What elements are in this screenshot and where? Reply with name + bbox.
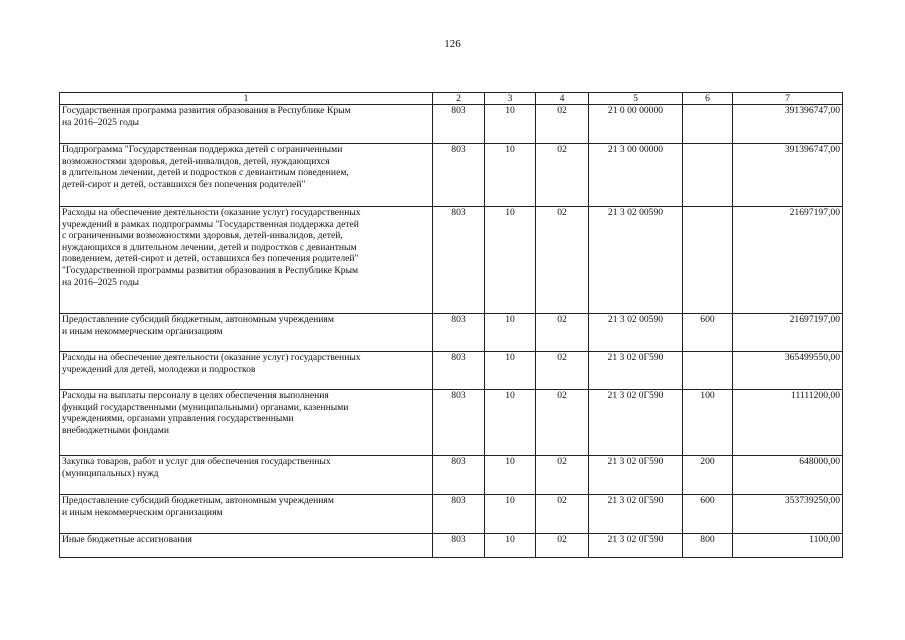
- row-c3: 10: [485, 456, 536, 495]
- row-c6: 800: [683, 534, 733, 558]
- row-c4: 02: [536, 352, 589, 390]
- table-row: [60, 390, 843, 456]
- header-col-5: 5: [589, 93, 683, 105]
- row-c3: 10: [485, 207, 536, 314]
- row-c3: 10: [485, 534, 536, 558]
- table-row: [60, 144, 843, 207]
- row-c4: 02: [536, 534, 589, 558]
- row-c6: [683, 144, 733, 207]
- budget-table: [59, 92, 843, 558]
- row-c4: 02: [536, 456, 589, 495]
- row-amount: 11111200,00: [733, 390, 843, 456]
- row-name: Расходы на обеспечение деятельности (оказание услуг) государственных учреждений для детей, молодежи и подростков: [60, 352, 433, 390]
- row-c5: 21 3 02 0Г590: [589, 352, 683, 390]
- header-col-7: 7: [733, 93, 843, 105]
- row-c3: 10: [485, 352, 536, 390]
- row-c5: 21 3 02 00590: [589, 314, 683, 352]
- row-c6: 100: [683, 390, 733, 456]
- row-c3: 10: [485, 314, 536, 352]
- row-c5: 21 3 02 00590: [589, 207, 683, 314]
- row-c2: 803: [433, 352, 485, 390]
- row-amount: 648000,00: [733, 456, 843, 495]
- table-row: [60, 456, 843, 495]
- header-col-4: 4: [536, 93, 589, 105]
- row-c6: 600: [683, 314, 733, 352]
- table-row: [60, 207, 843, 314]
- row-c4: 02: [536, 207, 589, 314]
- row-c4: 02: [536, 105, 589, 144]
- header-col-6: 6: [683, 93, 733, 105]
- table-row: [60, 314, 843, 352]
- row-c2: 803: [433, 495, 485, 534]
- row-name: Предоставление субсидий бюджетным, автономным учреждениям и иным некоммерческим организациям: [60, 314, 433, 352]
- row-c2: 803: [433, 390, 485, 456]
- page-number: 126: [444, 38, 461, 50]
- row-c2: 803: [433, 144, 485, 207]
- row-c4: 02: [536, 144, 589, 207]
- header-col-1: 1: [60, 93, 433, 105]
- row-c5: 21 3 02 0Г590: [589, 534, 683, 558]
- row-amount: 1100,00: [733, 534, 843, 558]
- row-name: Расходы на обеспечение деятельности (оказание услуг) государственных учреждений в рамках подпрограммы "Государственная поддержка детей с ограниченными возможностями здоровья, детей-инвалидов, детей, нуждающихся в длительном лечении, детей и подростков с девиантным поведением, детей-сирот и детей, оставшихся без попечения родителей" "Государственной программы развития образования в Республике Крым на 2016–2025 годы: [60, 207, 433, 314]
- row-c3: 10: [485, 105, 536, 144]
- row-c2: 803: [433, 105, 485, 144]
- row-name: Государственная программа развития образования в Республике Крым на 2016–2025 годы: [60, 105, 433, 144]
- row-name: Закупка товаров, работ и услуг для обеспечения государственных (муниципальных) нужд: [60, 456, 433, 495]
- row-name: Расходы на выплаты персоналу в целях обеспечения выполнения функций государственными (муниципальными) органами, казенными учреждениями, органами управления государственными внебюджетными фондами: [60, 390, 433, 456]
- row-amount: 391396747,00: [733, 144, 843, 207]
- header-row: [60, 93, 843, 105]
- row-amount: 391396747,00: [733, 105, 843, 144]
- row-c2: 803: [433, 456, 485, 495]
- row-c6: 200: [683, 456, 733, 495]
- row-c6: [683, 352, 733, 390]
- row-c5: 21 3 02 0Г590: [589, 456, 683, 495]
- row-name: Предоставление субсидий бюджетным, автономным учреждениям и иным некоммерческим организациям: [60, 495, 433, 534]
- row-c3: 10: [485, 144, 536, 207]
- row-c6: [683, 105, 733, 144]
- row-amount: 21697197,00: [733, 207, 843, 314]
- header-col-2: 2: [433, 93, 485, 105]
- row-c2: 803: [433, 207, 485, 314]
- row-name: Подпрограмма "Государственная поддержка детей с ограниченными возможностями здоровья, детей-инвалидов, детей, нуждающихся в длительном лечении, детей и подростков с девиантным поведением, детей-сирот и детей, оставшихся без попечения родителей": [60, 144, 433, 207]
- row-c4: 02: [536, 390, 589, 456]
- row-c4: 02: [536, 495, 589, 534]
- row-c6: 600: [683, 495, 733, 534]
- row-c4: 02: [536, 314, 589, 352]
- table-row: [60, 352, 843, 390]
- row-name: Иные бюджетные ассигнования: [60, 534, 433, 558]
- row-c6: [683, 207, 733, 314]
- row-c2: 803: [433, 534, 485, 558]
- row-c3: 10: [485, 495, 536, 534]
- row-amount: 21697197,00: [733, 314, 843, 352]
- row-c5: 21 3 02 0Г590: [589, 390, 683, 456]
- row-amount: 365499550,00: [733, 352, 843, 390]
- header-col-3: 3: [485, 93, 536, 105]
- row-c5: 21 3 00 00000: [589, 144, 683, 207]
- table-row: [60, 105, 843, 144]
- row-amount: 353739250,00: [733, 495, 843, 534]
- row-c5: 21 0 00 00000: [589, 105, 683, 144]
- row-c3: 10: [485, 390, 536, 456]
- row-c2: 803: [433, 314, 485, 352]
- row-c5: 21 3 02 0Г590: [589, 495, 683, 534]
- table-row: [60, 534, 843, 558]
- table-row: [60, 495, 843, 534]
